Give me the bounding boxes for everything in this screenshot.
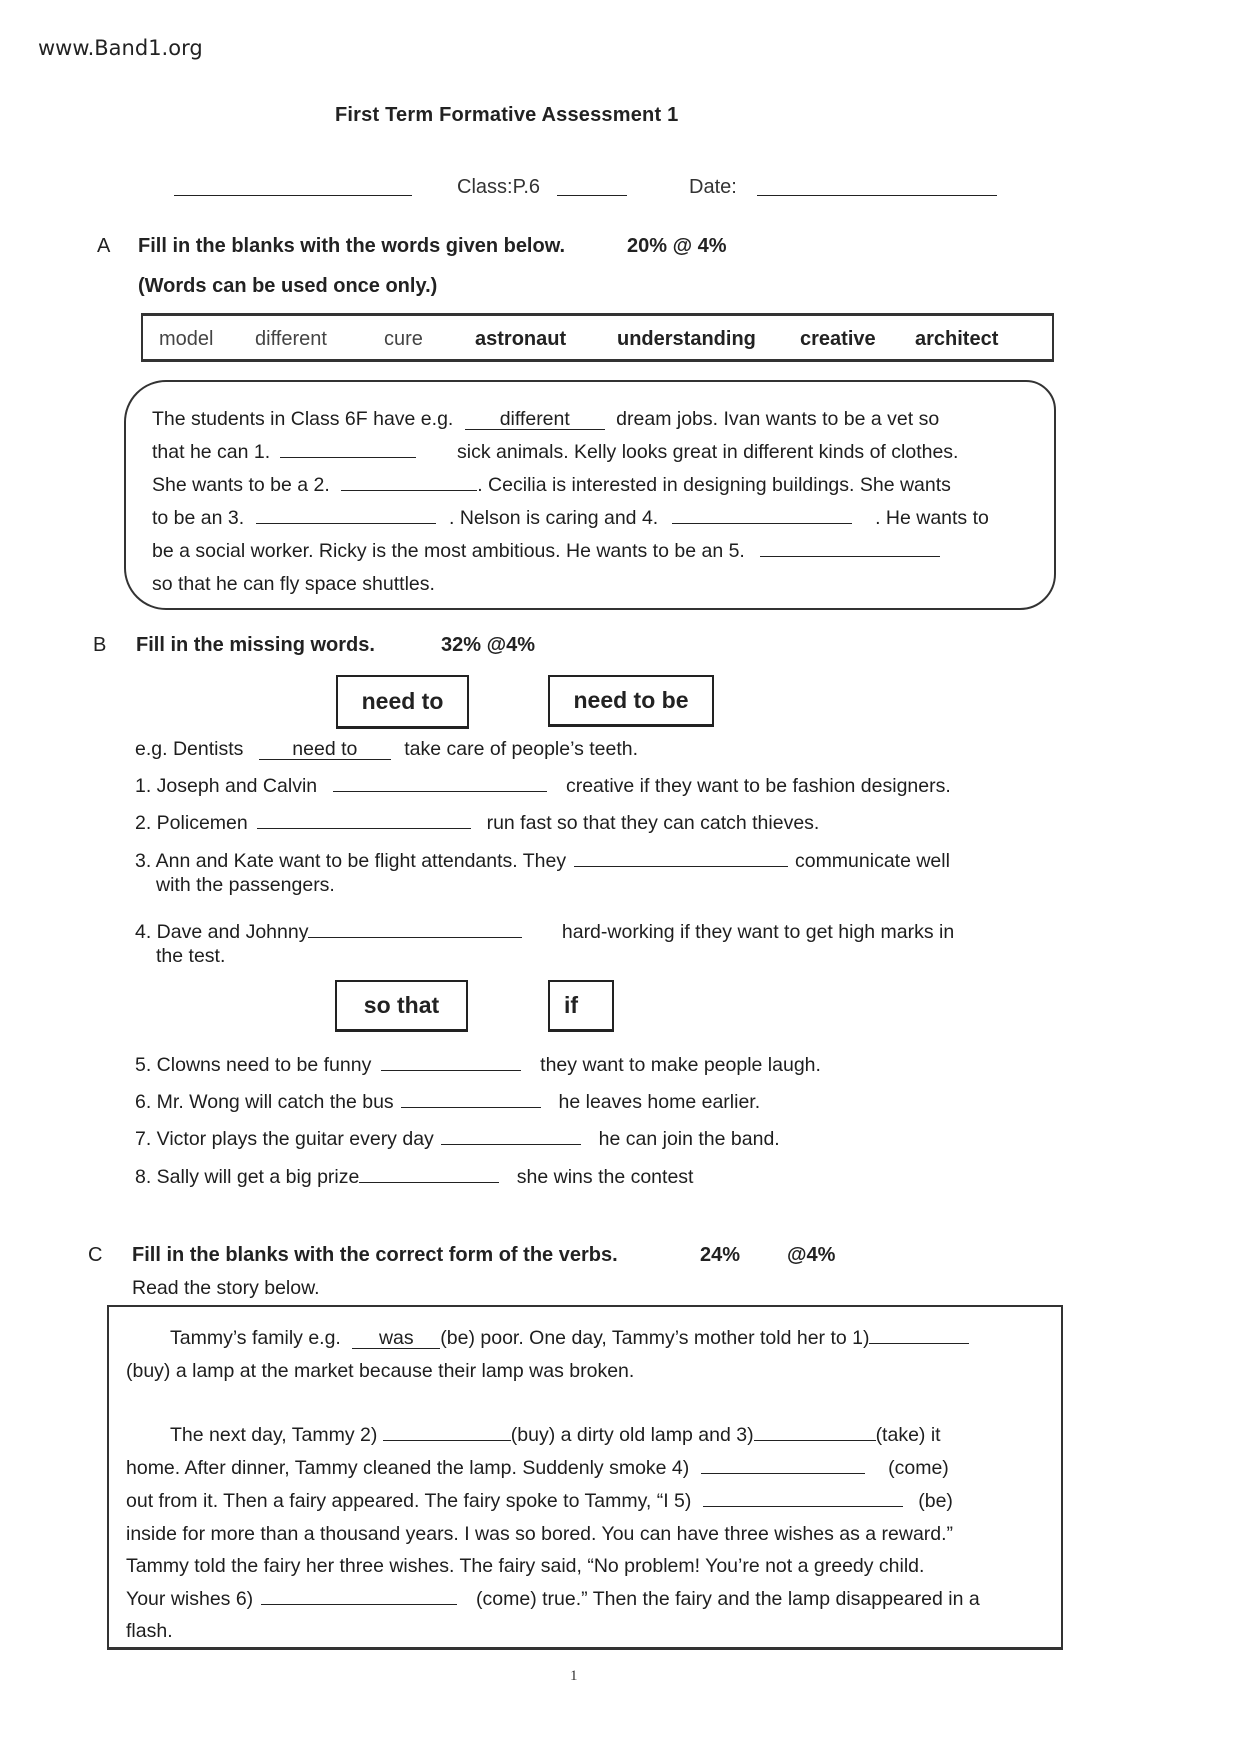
phrase-box-need-to: need to (336, 675, 469, 729)
question-text: 6. Mr. Wong will catch the bus (135, 1091, 394, 1113)
story-text: The next day, Tammy 2) (170, 1424, 378, 1446)
answer-blank-c3[interactable] (754, 1439, 876, 1441)
section-a-marks: 20% @ 4% (627, 235, 727, 257)
question-text: 3. Ann and Kate want to be flight attendants. They (135, 850, 567, 872)
question-b3-cont: with the passengers. (156, 874, 335, 896)
section-a-letter: A (97, 235, 111, 257)
answer-blank-b4[interactable] (308, 936, 522, 938)
passage-text: . Nelson is caring and 4. (449, 507, 659, 529)
story-text: flash. (126, 1620, 173, 1642)
answer-blank-4[interactable] (672, 522, 852, 524)
section-c-subnote: Read the story below. (132, 1277, 320, 1299)
question-text: run fast so that they can catch thieves. (486, 812, 820, 834)
answer-blank-2[interactable] (341, 489, 477, 491)
example-answer: need to (259, 739, 391, 760)
question-b3 (135, 850, 950, 873)
section-c-instruction: Fill in the blanks with the correct form of the verbs. (132, 1244, 618, 1266)
question-text: 2. Policemen (135, 812, 248, 834)
word-bank (141, 313, 1054, 362)
phrase-box-need-to-be: need to be (548, 675, 714, 727)
question-text: 5. Clowns need to be funny (135, 1054, 372, 1076)
question-b8 (135, 1166, 693, 1189)
section-b-marks: 32% @4% (441, 634, 535, 656)
answer-blank-c5[interactable] (703, 1505, 903, 1507)
question-text: they want to make people laugh. (540, 1054, 821, 1076)
story-text: out from it. Then a fairy appeared. The fairy spoke to Tammy, “I 5) (126, 1490, 692, 1512)
passage-text: She wants to be a 2. (152, 474, 330, 496)
site-watermark: www.Band1.org (38, 36, 203, 60)
word-bank-item: model (159, 328, 214, 350)
answer-blank-c6[interactable] (261, 1603, 457, 1605)
example-text: take care of people’s teeth. (404, 738, 639, 760)
question-text: 4. Dave and Johnny (135, 921, 309, 943)
answer-blank-5[interactable] (760, 555, 940, 557)
section-c-letter: C (88, 1244, 103, 1266)
story-text: (come) true.” Then the fairy and the lamp disappeared in a (476, 1588, 980, 1610)
question-text: creative if they want to be fashion designers. (565, 775, 951, 797)
date-label: Date: (689, 176, 737, 198)
question-b2 (135, 812, 819, 835)
question-text: he can join the band. (598, 1128, 780, 1150)
answer-blank-3[interactable] (256, 522, 436, 524)
section-b-instruction: Fill in the missing words. (136, 634, 375, 656)
answer-blank-c2[interactable] (383, 1439, 511, 1441)
story-text: Tammy’s family e.g. (170, 1327, 341, 1349)
answer-blank-c4[interactable] (701, 1472, 865, 1474)
passage-text: to be an 3. (152, 507, 245, 529)
story-text: home. After dinner, Tammy cleaned the lamp. Suddenly smoke 4) (126, 1457, 690, 1479)
example-text: e.g. Dentists (135, 738, 244, 760)
question-b1 (135, 775, 951, 798)
word-bank-item: creative (800, 328, 876, 350)
story-text: Tammy told the fairy her three wishes. The fairy said, “No problem! You’re not a greedy child. (126, 1555, 925, 1577)
question-text: hard-working if they want to get high marks in (561, 921, 955, 943)
question-text: 1. Joseph and Calvin (135, 775, 318, 797)
answer-blank-b7[interactable] (441, 1143, 581, 1145)
answer-blank-b3[interactable] (574, 865, 788, 867)
answer-blank-b2[interactable] (257, 827, 471, 829)
word-bank-item: architect (915, 328, 999, 350)
question-b7 (135, 1128, 780, 1151)
passage-text: so that he can fly space shuttles. (152, 573, 435, 595)
question-b5 (135, 1054, 821, 1077)
story-text: (be) (918, 1490, 953, 1512)
example-b (135, 738, 638, 761)
name-blank[interactable] (174, 194, 412, 196)
student-info-line (0, 172, 1240, 202)
question-b6 (135, 1091, 760, 1114)
class-blank[interactable] (557, 194, 627, 196)
story-text: (buy) a dirty old lamp and 3) (510, 1424, 754, 1446)
passage-text: . Cecilia is interested in designing buildings. She wants (477, 474, 951, 496)
passage-text: be a social worker. Ricky is the most ambitious. He wants to be an 5. (152, 540, 745, 562)
question-text: 7. Victor plays the guitar every day (135, 1128, 434, 1150)
section-a-instruction: Fill in the blanks with the words given below. (138, 235, 566, 257)
answer-blank-b6[interactable] (401, 1106, 541, 1108)
word-bank-item: cure (384, 328, 423, 350)
section-b-letter: B (93, 634, 107, 656)
story-text: Your wishes 6) (126, 1588, 254, 1610)
story-text: (be) poor. One day, Tammy’s mother told her to 1) (440, 1327, 870, 1349)
question-text: 8. Sally will get a big prize (135, 1166, 360, 1188)
class-label: Class:P.6 (457, 176, 541, 198)
answer-blank-b8[interactable] (359, 1181, 499, 1183)
page-number: 1 (570, 1668, 578, 1684)
question-text: she wins the contest (516, 1166, 694, 1188)
story-text: (take) it (875, 1424, 941, 1446)
passage-text: dream jobs. Ivan wants to be a vet so (616, 408, 940, 430)
passage-text: The students in Class 6F have e.g. (152, 408, 454, 430)
word-bank-item: different (255, 328, 327, 350)
date-blank[interactable] (757, 194, 997, 196)
story-text: inside for more than a thousand years. I was so bored. You can have three wishes as a reward.” (126, 1523, 954, 1545)
example-answer: different (465, 409, 605, 430)
passage-text: that he can 1. (152, 441, 271, 463)
question-b4-cont: the test. (156, 945, 226, 967)
section-a-note: (Words can be used once only.) (138, 275, 438, 297)
story-text: (buy) a lamp at the market because their lamp was broken. (126, 1360, 635, 1382)
word-bank-item: astronaut (475, 328, 567, 350)
section-c-marks-each: @4% (787, 1244, 836, 1266)
phrase-box-if: if (548, 980, 614, 1032)
example-answer: was (352, 1328, 440, 1349)
answer-blank-c1[interactable] (869, 1342, 969, 1344)
story-text: (come) (888, 1457, 949, 1479)
question-b4 (135, 921, 954, 944)
story-box (107, 1305, 1063, 1650)
answer-blank-b5[interactable] (381, 1069, 521, 1071)
question-text: he leaves home earlier. (558, 1091, 761, 1113)
passage-text: . He wants to (875, 507, 989, 529)
passage-a (124, 380, 1056, 610)
section-c-marks: 24% (700, 1244, 741, 1266)
answer-blank-1[interactable] (280, 456, 416, 458)
question-text: communicate well (794, 850, 950, 872)
answer-blank-b1[interactable] (333, 790, 547, 792)
phrase-box-so-that: so that (335, 980, 468, 1032)
page-title: First Term Formative Assessment 1 (335, 104, 679, 126)
passage-text: sick animals. Kelly looks great in different kinds of clothes. (457, 441, 959, 463)
word-bank-item: understanding (617, 328, 756, 350)
